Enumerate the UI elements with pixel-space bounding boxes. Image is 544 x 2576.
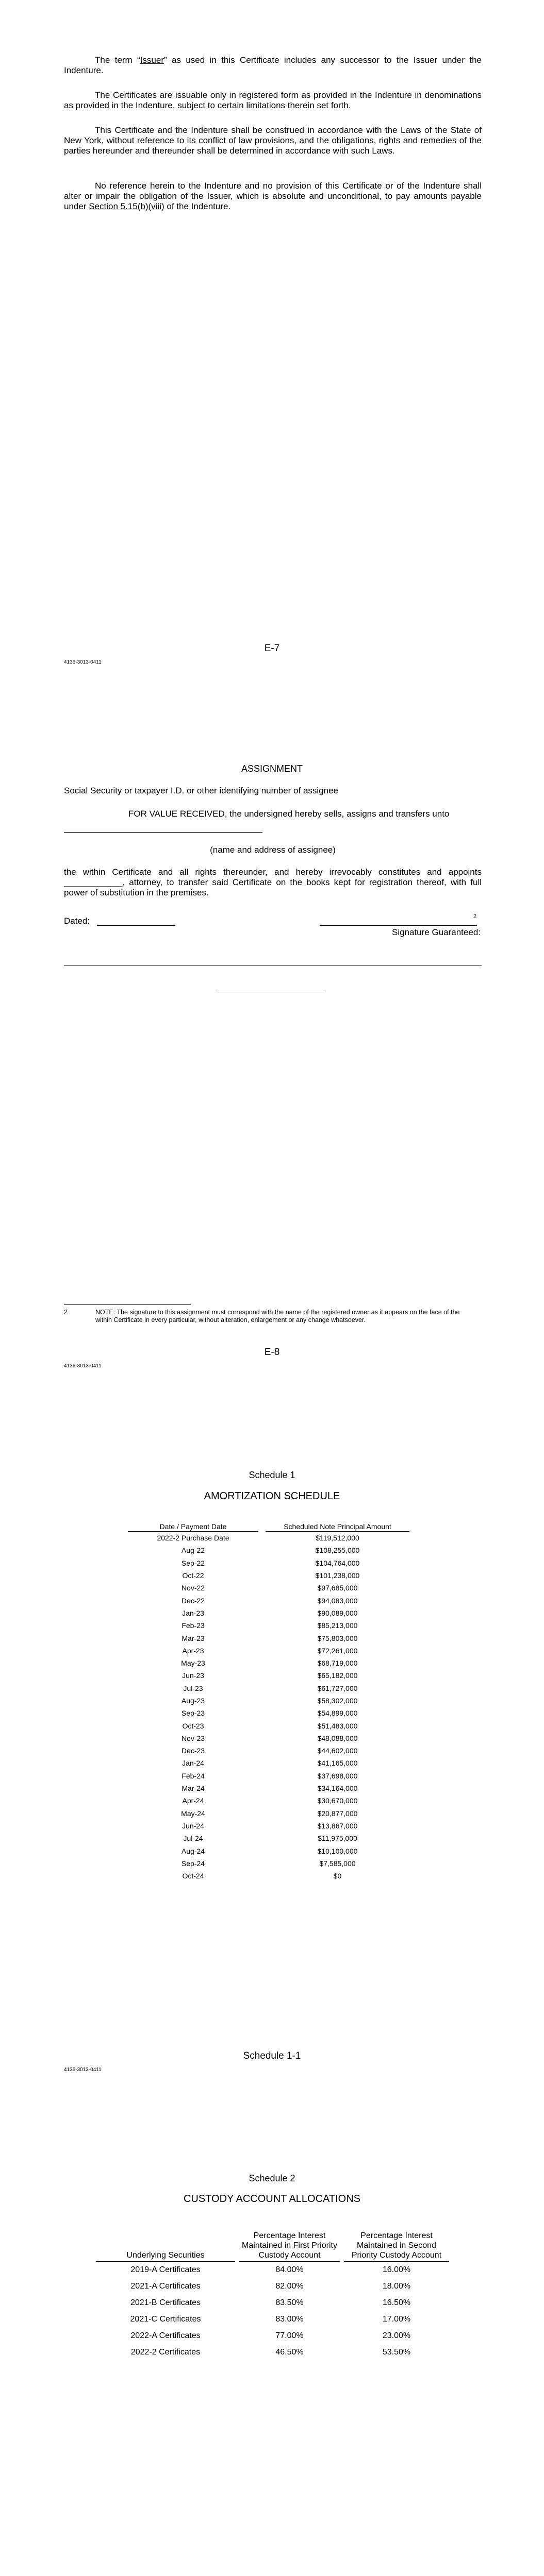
payment-date-cell: Aug-24 xyxy=(181,1846,205,1855)
spacer-cell xyxy=(340,2311,344,2328)
assignment-title: ASSIGNMENT xyxy=(241,764,303,774)
footnote-number: 2 xyxy=(64,1309,68,1316)
transfer-paragraph: the within Certificate and all rights thereunder, and hereby irrevocably constitutes and appoints ____________, attorney, to transfer said Certificate on the books kept for registration thereof, with full power of substitution in the premises. xyxy=(64,867,482,897)
spacer-cell xyxy=(258,1569,266,1582)
principal-amount-cell: $119,512,000 xyxy=(316,1534,359,1543)
registered-form-paragraph: The Certificates are issuable only in registered form as provided in the Indenture in denominations as provided in the Indenture, subject to certain limitations therein set forth. xyxy=(64,90,482,110)
custody-allocation-table xyxy=(96,2231,449,2361)
principal-amount-cell: $97,685,000 xyxy=(317,1584,358,1592)
schedule-label: Schedule 2 xyxy=(249,2173,295,2183)
table-row xyxy=(128,1532,409,1545)
principal-amount-cell: $0 xyxy=(333,1872,342,1880)
governing-law-paragraph: This Certificate and the Indenture shall be construed in accordance with the Laws of the State of New York, without reference to its conflict of law provisions, and the obligations, rights and remedies of the parties hereunder and thereunder shall be determined in accordance with such Laws. xyxy=(64,125,482,156)
payment-date-cell: Jan-23 xyxy=(182,1608,204,1617)
text: of the Indenture. xyxy=(164,201,231,211)
page-number: E-7 xyxy=(264,643,280,654)
first-priority-cell: 82.00% xyxy=(275,2282,304,2291)
payment-date-cell: Feb-24 xyxy=(182,1771,205,1780)
principal-amount-cell: $41,165,000 xyxy=(317,1759,358,1768)
text: The term “ xyxy=(95,55,140,65)
dated-label: Dated: xyxy=(64,916,90,926)
principal-amount-cell: $75,803,000 xyxy=(317,1634,358,1642)
col-second-priority-header: Percentage Interest Maintained in Second Priority Custody Account xyxy=(344,2231,449,2262)
principal-amount-cell: $20,877,000 xyxy=(317,1809,358,1818)
document-id: 4136-3013-0411 xyxy=(64,2067,102,2073)
payment-date-cell: Sep-23 xyxy=(181,1709,205,1718)
principal-amount-cell: $90,089,000 xyxy=(317,1608,358,1617)
table-row xyxy=(96,2328,449,2344)
spacer-cell xyxy=(235,2328,239,2344)
payment-date-cell: Aug-23 xyxy=(181,1697,205,1705)
spacer-cell xyxy=(258,1782,266,1794)
payment-date-cell: Mar-23 xyxy=(182,1634,205,1642)
principal-amount-cell: $51,483,000 xyxy=(317,1721,358,1730)
spacer-cell xyxy=(258,1645,266,1657)
spacer-cell xyxy=(258,1844,266,1857)
spacer-cell xyxy=(235,2311,239,2328)
spacer-cell xyxy=(258,1557,266,1569)
spacer-cell xyxy=(258,1619,266,1632)
payment-date-cell: Sep-24 xyxy=(181,1859,205,1868)
spacer-cell xyxy=(258,1770,266,1782)
table-row xyxy=(128,1657,409,1669)
table-row xyxy=(128,1682,409,1694)
section-reference: Section 5.15(b)(viii) xyxy=(89,201,164,211)
spacer-cell xyxy=(340,2344,344,2361)
table-row xyxy=(96,2295,449,2311)
table-row xyxy=(128,1820,409,1832)
payment-date-cell: Apr-24 xyxy=(182,1797,204,1805)
amortization-rows xyxy=(128,1532,409,1883)
principal-amount-cell: $37,698,000 xyxy=(317,1771,358,1780)
table-row xyxy=(96,2311,449,2328)
table-row xyxy=(128,1632,409,1644)
second-priority-cell: 16.50% xyxy=(382,2298,411,2307)
principal-amount-cell: $10,100,000 xyxy=(317,1846,358,1855)
second-priority-cell: 53.50% xyxy=(382,2348,411,2357)
spacer-cell xyxy=(258,1682,266,1694)
spacer-cell xyxy=(258,1582,266,1594)
spacer-cell xyxy=(258,1607,266,1619)
security-cell: 2022-2 Certificates xyxy=(130,2348,201,2357)
spacer-cell xyxy=(235,2262,239,2279)
name-address-label: (name and address of assignee) xyxy=(210,845,336,855)
table-row xyxy=(128,1694,409,1707)
table-row xyxy=(128,1544,409,1556)
payment-date-cell: Sep-22 xyxy=(181,1558,205,1567)
issuer-definition-paragraph xyxy=(64,55,482,76)
value-received-text: FOR VALUE RECEIVED, the undersigned hereby sells, assigns and transfers unto xyxy=(128,809,450,819)
spacer-cell xyxy=(258,1669,266,1682)
table-row xyxy=(128,1794,409,1807)
first-priority-cell: 83.00% xyxy=(275,2315,304,2324)
payment-date-cell: Nov-23 xyxy=(181,1734,205,1742)
payment-date-cell: 2022-2 Purchase Date xyxy=(157,1534,229,1543)
security-cell: 2021-A Certificates xyxy=(130,2282,201,2291)
payment-date-cell: May-23 xyxy=(181,1659,205,1668)
principal-amount-cell: $13,867,000 xyxy=(317,1821,358,1830)
ssn-line: Social Security or taxpayer I.D. or other identifying number of assignee xyxy=(64,786,338,795)
signature-line xyxy=(320,925,477,926)
amortization-table xyxy=(128,1522,409,1882)
table-row xyxy=(128,1557,409,1569)
payment-date-cell: Dec-23 xyxy=(181,1747,205,1755)
security-cell: 2022-A Certificates xyxy=(130,2331,201,2340)
payment-date-cell: Nov-22 xyxy=(181,1584,205,1592)
payment-date-cell: Feb-23 xyxy=(182,1621,205,1630)
spacer-cell xyxy=(235,2344,239,2361)
spacer-cell xyxy=(258,1870,266,1882)
table-row xyxy=(96,2262,449,2279)
footnote-text: NOTE: The signature to this assignment must correspond with the name of the registered owner as it appears on the face of the within Certificate in every particular, without alteration, enlargement or any change whatsoever. xyxy=(95,1309,460,1324)
header-spacer xyxy=(258,1522,266,1532)
spacer-cell xyxy=(258,1732,266,1744)
principal-amount-cell: $30,670,000 xyxy=(317,1797,358,1805)
payment-date-cell: Jun-23 xyxy=(182,1671,204,1680)
page-number: Schedule 1-1 xyxy=(243,2050,301,2061)
footnote-separator xyxy=(64,1304,191,1305)
table-row xyxy=(128,1757,409,1769)
table-row xyxy=(128,1832,409,1844)
table-row xyxy=(128,1607,409,1619)
table-row xyxy=(128,1807,409,1820)
schedule-label: Schedule 1 xyxy=(249,1470,295,1480)
spacer-cell xyxy=(258,1632,266,1644)
table-row xyxy=(128,1782,409,1794)
payment-date-cell: Jan-24 xyxy=(182,1759,204,1768)
custody-title: CUSTODY ACCOUNT ALLOCATIONS xyxy=(183,2193,361,2205)
spacer-cell xyxy=(258,1744,266,1757)
spacer-cell xyxy=(340,2278,344,2295)
col-first-priority-header: Percentage Interest Maintained in First Priority Custody Account xyxy=(239,2231,340,2262)
second-priority-cell: 17.00% xyxy=(382,2315,411,2324)
payment-date-cell: Dec-22 xyxy=(181,1596,205,1605)
text: No reference herein to the Indenture and no provision of this Certificate or of the Indenture shall alter or impair the obligation of the Issuer, which is absolute and unconditional, to pay amounts payable under xyxy=(64,181,482,211)
document-id: 4136-3013-0411 xyxy=(64,1363,102,1369)
table-row xyxy=(128,1770,409,1782)
issuer-term: Issuer xyxy=(140,55,164,65)
principal-amount-cell: $11,975,000 xyxy=(318,1834,357,1843)
col-securities-header: Underlying Securities xyxy=(96,2231,235,2262)
spacer-cell xyxy=(235,2295,239,2311)
assignee-blank-line xyxy=(64,832,262,833)
payment-date-cell: Jul-23 xyxy=(183,1684,203,1692)
table-row xyxy=(128,1669,409,1682)
table-row xyxy=(128,1582,409,1594)
page-number: E-8 xyxy=(264,1347,280,1358)
payment-date-cell: May-24 xyxy=(181,1809,205,1818)
table-row xyxy=(128,1732,409,1744)
payment-date-cell: Oct-24 xyxy=(182,1872,204,1880)
principal-amount-cell: $72,261,000 xyxy=(317,1646,358,1655)
spacer-cell xyxy=(340,2262,344,2279)
principal-amount-cell: $34,164,000 xyxy=(317,1784,358,1793)
table-row xyxy=(128,1844,409,1857)
payment-date-cell: Aug-22 xyxy=(181,1546,205,1555)
spacer-cell xyxy=(340,2328,344,2344)
first-priority-cell: 46.50% xyxy=(275,2348,304,2357)
principal-amount-cell: $44,602,000 xyxy=(317,1747,358,1755)
spacer-cell xyxy=(258,1707,266,1719)
security-cell: 2021-C Certificates xyxy=(130,2315,201,2324)
table-row xyxy=(128,1857,409,1870)
principal-amount-cell: $48,088,000 xyxy=(317,1734,358,1742)
col-date-header: Date / Payment Date xyxy=(128,1522,258,1532)
table-row xyxy=(128,1645,409,1657)
table-row xyxy=(96,2278,449,2295)
table-header-row xyxy=(128,1522,409,1532)
payment-date-cell: Jul-24 xyxy=(183,1834,203,1843)
first-priority-cell: 77.00% xyxy=(275,2331,304,2340)
spacer-cell xyxy=(258,1820,266,1832)
signature-guaranteed-label: Signature Guaranteed: xyxy=(391,927,481,937)
spacer-cell xyxy=(258,1532,266,1545)
document-id: 4136-3013-0411 xyxy=(64,659,102,665)
table-row xyxy=(96,2344,449,2361)
spacer-cell xyxy=(258,1857,266,1870)
date-blank-line xyxy=(97,925,175,926)
spacer-cell xyxy=(258,1657,266,1669)
header-spacer xyxy=(235,2231,239,2262)
table-row xyxy=(128,1719,409,1732)
payment-date-cell: Jun-24 xyxy=(182,1821,204,1830)
security-cell: 2019-A Certificates xyxy=(130,2265,201,2274)
principal-amount-cell: $94,083,000 xyxy=(317,1596,358,1605)
payment-date-cell: Apr-23 xyxy=(182,1646,204,1655)
second-priority-cell: 18.00% xyxy=(382,2282,411,2291)
spacer-cell xyxy=(258,1807,266,1820)
spacer-cell xyxy=(340,2295,344,2311)
table-row xyxy=(128,1707,409,1719)
footnote-marker: 2 xyxy=(473,913,477,920)
table-row xyxy=(128,1870,409,1882)
payment-date-cell: Oct-23 xyxy=(182,1721,204,1730)
second-priority-cell: 23.00% xyxy=(382,2331,411,2340)
principal-amount-cell: $101,238,000 xyxy=(315,1571,360,1580)
security-cell: 2021-B Certificates xyxy=(130,2298,201,2307)
principal-amount-cell: $108,255,000 xyxy=(315,1546,360,1555)
second-priority-cell: 16.00% xyxy=(382,2265,411,2274)
principal-amount-cell: $58,302,000 xyxy=(317,1697,358,1705)
payment-date-cell: Oct-22 xyxy=(182,1571,204,1580)
first-priority-cell: 83.50% xyxy=(275,2298,304,2307)
spacer-cell xyxy=(258,1794,266,1807)
principal-amount-cell: $7,585,000 xyxy=(319,1859,356,1868)
spacer-cell xyxy=(258,1719,266,1732)
payment-date-cell: Mar-24 xyxy=(182,1784,205,1793)
spacer-cell xyxy=(258,1544,266,1556)
spacer-cell xyxy=(258,1594,266,1606)
principal-amount-cell: $65,182,000 xyxy=(317,1671,358,1680)
spacer-cell xyxy=(258,1832,266,1844)
col-amount-header: Scheduled Note Principal Amount xyxy=(266,1522,409,1532)
principal-amount-cell: $61,727,000 xyxy=(317,1684,358,1692)
principal-amount-cell: $104,764,000 xyxy=(315,1558,360,1567)
table-row xyxy=(128,1619,409,1632)
principal-amount-cell: $85,213,000 xyxy=(317,1621,358,1630)
spacer-cell xyxy=(235,2278,239,2295)
table-row xyxy=(128,1569,409,1582)
first-priority-cell: 84.00% xyxy=(275,2265,304,2274)
spacer-cell xyxy=(258,1694,266,1707)
principal-amount-cell: $68,719,000 xyxy=(317,1659,358,1668)
spacer-cell xyxy=(258,1757,266,1769)
table-row xyxy=(128,1594,409,1606)
text: ” as used in this Certificate includes any successor to the Issuer under the Indenture. xyxy=(64,55,482,75)
amortization-title: AMORTIZATION SCHEDULE xyxy=(204,1490,340,1502)
table-header-row xyxy=(96,2231,449,2262)
obligation-paragraph xyxy=(64,181,482,212)
header-spacer xyxy=(340,2231,344,2262)
principal-amount-cell: $54,899,000 xyxy=(317,1709,358,1718)
custody-rows xyxy=(96,2262,449,2361)
table-row xyxy=(128,1744,409,1757)
